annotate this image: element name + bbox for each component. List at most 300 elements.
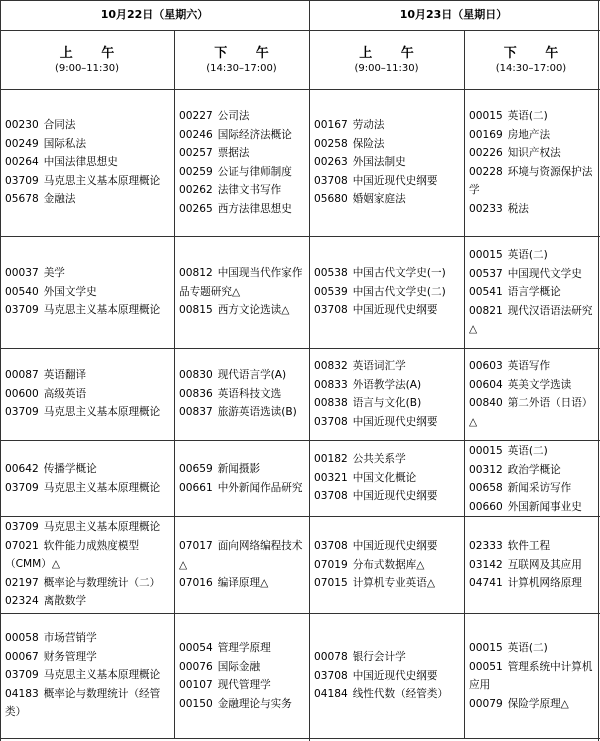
course-name: 马克思主义基本原理概论 [43, 521, 161, 533]
course-code: 07016 [179, 577, 213, 589]
course-item [314, 537, 460, 556]
schedule-cell [464, 89, 598, 236]
course-item [469, 442, 594, 461]
table-border-right [598, 0, 599, 741]
course-item [179, 676, 305, 695]
course-item [179, 695, 305, 714]
course-name: 管理系统中计算机应用 [469, 660, 593, 691]
course-name: 国际经济法概论 [217, 128, 292, 141]
course-name: 中国近现代史纲要 [352, 490, 438, 502]
course-item [314, 413, 460, 432]
course-name: 美学 [43, 267, 65, 279]
course-code: 00603 [469, 360, 503, 372]
course-name: 英语(二) [507, 110, 548, 122]
schedule-cell [0, 89, 174, 236]
course-name: 财务管理学 [43, 650, 97, 663]
course-item [5, 283, 170, 302]
course-list [179, 107, 305, 218]
course-code: 00312 [469, 463, 503, 476]
course-code: 00076 [179, 660, 213, 673]
course-name: 西方文论选读△ [217, 304, 290, 316]
course-item [5, 301, 170, 320]
course-code: 00538 [314, 267, 348, 279]
course-name: 高级英语 [43, 387, 87, 400]
course-name: 现代汉语语法研究△ [469, 304, 593, 335]
course-name: 马克思主义基本原理概论 [43, 304, 161, 316]
course-code: 00233 [469, 202, 503, 215]
course-name: 税法 [507, 202, 529, 215]
course-code: 00054 [179, 642, 213, 654]
course-list [179, 264, 305, 320]
course-item [5, 518, 170, 537]
course-name: 中国现代文学史 [507, 267, 582, 280]
course-item [179, 200, 305, 219]
session-time: (14:30–17:00) [206, 63, 277, 74]
course-name: 中国古代文学史(二) [352, 285, 446, 298]
course-item [179, 574, 305, 593]
session-label: 下 午 [214, 46, 281, 61]
session-time: (9:00–11:30) [54, 63, 120, 74]
course-code: 07015 [314, 577, 348, 589]
course-name: 软件工程 [507, 540, 551, 552]
course-item [5, 648, 170, 667]
course-item [314, 301, 460, 320]
course-name: 英语翻译 [43, 369, 87, 381]
course-code: 03708 [314, 490, 348, 502]
course-item [179, 639, 305, 658]
course-name: 中外新闻作品研究 [217, 481, 303, 494]
course-list [469, 442, 594, 516]
course-code: 00833 [314, 378, 348, 391]
schedule-cell [0, 613, 174, 738]
course-item [469, 357, 594, 376]
course-item [314, 487, 460, 506]
session-label: 下 午 [503, 46, 571, 61]
course-item [469, 163, 594, 200]
course-name: 传播学概论 [43, 463, 97, 475]
course-name: 第二外语（日语）△ [469, 397, 593, 428]
session-header [0, 30, 174, 89]
course-code: 00259 [179, 165, 213, 178]
course-name: 国际金融 [217, 660, 261, 673]
schedule-cell [309, 440, 464, 516]
course-name: 英语(二) [507, 249, 548, 261]
course-item [5, 666, 170, 685]
course-name: 中国古代文学史(一) [352, 267, 446, 279]
course-list [5, 460, 170, 497]
course-code: 00258 [314, 137, 348, 150]
course-item [314, 283, 460, 302]
course-code: 00249 [5, 137, 39, 150]
course-name: 语言与文化(B) [352, 397, 422, 409]
course-code: 00661 [179, 481, 213, 494]
course-item [5, 116, 170, 135]
course-name: 现代语言学(A) [217, 369, 287, 381]
schedule-cell [0, 516, 174, 613]
course-item [469, 574, 594, 593]
schedule-cell [464, 516, 598, 613]
course-item [5, 190, 170, 209]
course-code: 00015 [469, 445, 503, 457]
course-list [5, 366, 170, 422]
course-code: 00642 [5, 463, 39, 475]
course-name: 线性代数（经管类） [352, 688, 449, 700]
course-item [5, 403, 170, 422]
course-code: 03709 [5, 304, 39, 316]
course-code: 04183 [5, 687, 39, 700]
course-item [314, 190, 460, 209]
schedule-cell [309, 89, 464, 236]
course-list [314, 116, 460, 209]
course-item [469, 556, 594, 575]
course-item [5, 264, 170, 283]
course-name: 马克思主义基本原理概论 [43, 481, 161, 494]
session-time: (14:30–17:00) [495, 63, 567, 74]
session-time: (9:00–11:30) [354, 63, 419, 74]
course-code: 00087 [5, 369, 39, 381]
course-list [5, 629, 170, 722]
course-code: 05680 [314, 193, 348, 205]
schedule-cell [0, 440, 174, 516]
course-code: 00321 [314, 471, 348, 484]
course-item [179, 126, 305, 145]
course-code: 00150 [179, 697, 213, 710]
course-item [179, 144, 305, 163]
course-code: 00015 [469, 249, 503, 261]
course-name: 房地产法 [507, 128, 551, 141]
course-list [5, 116, 170, 209]
course-list [5, 264, 170, 320]
course-name: 外语教学法(A) [352, 378, 422, 391]
course-name: 面向网络编程技术△ [179, 540, 303, 571]
course-name: 现代管理学 [217, 679, 271, 691]
course-code: 00015 [469, 110, 503, 122]
course-name: 分布式数据库△ [352, 558, 425, 571]
course-item [5, 685, 170, 722]
course-code: 00604 [469, 378, 503, 391]
course-code: 00263 [314, 156, 348, 168]
course-item [179, 107, 305, 126]
course-item [5, 537, 170, 574]
course-name: 合同法 [43, 119, 76, 131]
course-item [5, 172, 170, 191]
course-list [314, 357, 460, 431]
course-item [5, 479, 170, 498]
course-list [179, 537, 305, 593]
course-name: 市场营销学 [43, 632, 97, 644]
course-list [179, 366, 305, 422]
course-name: 计算机网络原理 [507, 577, 582, 589]
course-name: 英语写作 [507, 360, 551, 372]
course-item [314, 357, 460, 376]
course-item [179, 163, 305, 182]
course-name: 中国近现代史纲要 [352, 174, 438, 187]
course-item [179, 385, 305, 404]
course-name: 中国近现代史纲要 [352, 415, 438, 428]
course-list [469, 107, 594, 218]
course-code: 03709 [5, 481, 39, 494]
course-code: 00541 [469, 286, 503, 298]
course-code: 04184 [314, 688, 348, 700]
schedule-cell [309, 613, 464, 738]
course-name: 公证与律师制度 [217, 165, 292, 178]
course-code: 00230 [5, 119, 39, 131]
course-code: 03708 [314, 415, 348, 428]
course-item [314, 450, 460, 469]
course-item [179, 658, 305, 677]
course-name: 管理学原理 [217, 642, 271, 654]
course-code: 07017 [179, 540, 213, 552]
course-code: 03709 [5, 669, 39, 681]
course-name: 马克思主义基本原理概论 [43, 669, 161, 681]
course-list [469, 537, 594, 593]
course-code: 00058 [5, 632, 39, 644]
schedule-cell [464, 348, 598, 440]
course-code: 00815 [179, 304, 213, 316]
session-header [309, 30, 464, 89]
course-item [179, 403, 305, 422]
course-name: 新闻采访写作 [507, 482, 572, 494]
schedule-cell [174, 89, 309, 236]
course-item [469, 283, 594, 302]
course-item [469, 479, 594, 498]
course-name: 政治学概论 [507, 463, 561, 476]
course-name: 英语科技文选 [217, 387, 282, 400]
course-name: 劳动法 [352, 119, 385, 131]
course-name: 语言学概论 [507, 286, 561, 298]
course-code: 00227 [179, 110, 213, 122]
course-code: 00107 [179, 679, 213, 691]
course-code: 03708 [314, 540, 348, 552]
course-item [179, 301, 305, 320]
course-code: 00079 [469, 697, 503, 710]
course-code: 02324 [5, 595, 39, 607]
schedule-cell [0, 348, 174, 440]
course-code: 00078 [314, 651, 348, 663]
course-code: 04741 [469, 577, 503, 589]
course-item [469, 658, 594, 695]
schedule-cell [174, 613, 309, 738]
course-name: 西方法律思想史 [217, 202, 292, 215]
session-label: 上 午 [59, 46, 127, 61]
course-code: 00228 [469, 165, 503, 178]
course-item [179, 460, 305, 479]
course-code: 05678 [5, 193, 39, 205]
course-code: 00660 [469, 500, 503, 513]
course-name: 软件能力成熟度模型（CMM）△ [5, 539, 140, 570]
course-item [469, 376, 594, 395]
course-name: 环境与资源保护法学 [469, 165, 593, 196]
course-name: 金融法 [43, 193, 76, 205]
date-header-oct23: 10月23日（星期日） [399, 8, 508, 21]
course-code: 00264 [5, 156, 39, 168]
schedule-cell [309, 516, 464, 613]
course-item [314, 469, 460, 488]
course-name: 概率论与数理统计（二） [43, 576, 161, 589]
course-name: 英语(二) [507, 642, 548, 654]
course-code: 00658 [469, 482, 503, 494]
course-item [469, 246, 594, 265]
course-name: 新闻摄影 [217, 463, 261, 475]
course-name: 英语(二) [507, 445, 548, 457]
course-name: 公共关系学 [352, 453, 406, 465]
course-list [314, 264, 460, 320]
course-code: 00540 [5, 285, 39, 298]
course-code: 00830 [179, 369, 213, 381]
course-list [314, 648, 460, 704]
course-code: 00067 [5, 650, 39, 663]
schedule-cell [174, 440, 309, 516]
course-item [469, 537, 594, 556]
course-name: 英语词汇学 [352, 360, 406, 372]
course-code: 00167 [314, 119, 348, 131]
course-code: 00257 [179, 147, 213, 159]
course-code: 00265 [179, 202, 213, 215]
course-item [314, 264, 460, 283]
course-item [314, 556, 460, 575]
session-header [464, 30, 598, 89]
course-name: 马克思主义基本原理概论 [43, 174, 161, 187]
course-name: 保险法 [352, 137, 385, 150]
course-name: 互联网及其应用 [507, 558, 582, 571]
course-item [314, 394, 460, 413]
course-item [469, 498, 594, 517]
course-item [5, 592, 170, 611]
schedule-cell [309, 348, 464, 440]
course-item [5, 629, 170, 648]
session-header [174, 30, 309, 89]
course-code: 02333 [469, 540, 503, 552]
course-code: 00537 [469, 267, 503, 280]
course-code: 00051 [469, 660, 503, 673]
course-item [469, 265, 594, 284]
course-code: 03708 [314, 304, 348, 316]
course-list [469, 246, 594, 339]
schedule-cell [174, 236, 309, 348]
course-code: 00037 [5, 267, 39, 279]
course-item [469, 126, 594, 145]
course-item [5, 385, 170, 404]
course-name: 英美文学选读 [507, 378, 572, 391]
course-name: 中国近现代史纲要 [352, 540, 438, 552]
course-list [469, 357, 594, 431]
course-code: 03709 [5, 174, 39, 187]
schedule-cell [464, 236, 598, 348]
course-item [469, 200, 594, 219]
course-code: 07019 [314, 558, 348, 571]
course-list [314, 450, 460, 506]
course-name: 编译原理△ [217, 577, 269, 589]
course-code: 00659 [179, 463, 213, 475]
course-name: 中国近现代史纲要 [352, 669, 438, 682]
course-item [314, 648, 460, 667]
course-code: 00840 [469, 397, 503, 409]
course-code: 00226 [469, 147, 503, 159]
course-code: 00015 [469, 642, 503, 654]
course-code: 00812 [179, 267, 213, 279]
course-code: 00246 [179, 128, 213, 141]
course-list [179, 460, 305, 497]
course-item [179, 537, 305, 574]
course-item [179, 366, 305, 385]
course-name: 外国法制史 [352, 156, 406, 168]
course-code: 00600 [5, 387, 39, 400]
course-item [5, 366, 170, 385]
course-code: 00836 [179, 387, 213, 400]
schedule-cell [0, 236, 174, 348]
course-item [469, 302, 594, 339]
schedule-cell [464, 440, 598, 516]
course-name: 知识产权法 [507, 147, 561, 159]
course-code: 00169 [469, 128, 503, 141]
table-border-bottom [0, 738, 600, 739]
course-item [5, 135, 170, 154]
course-item [469, 144, 594, 163]
course-name: 法律文书写作 [217, 184, 282, 196]
course-name: 中国法律思想史 [43, 156, 118, 168]
course-item [314, 116, 460, 135]
course-list [5, 518, 170, 611]
course-name: 计算机专业英语△ [352, 577, 436, 589]
course-code: 03708 [314, 174, 348, 187]
course-item [5, 574, 170, 593]
course-name: 马克思主义基本原理概论 [43, 406, 161, 418]
course-item [5, 460, 170, 479]
session-label: 上 午 [359, 46, 426, 61]
course-code: 00821 [469, 304, 503, 317]
course-code: 00262 [179, 184, 213, 196]
course-name: 中国文化概论 [352, 471, 417, 484]
course-item [469, 461, 594, 480]
course-item [314, 172, 460, 191]
course-code: 07021 [5, 539, 39, 552]
course-item [469, 639, 594, 658]
course-code: 00837 [179, 406, 213, 418]
course-name: 离散数学 [43, 595, 87, 607]
course-list [179, 639, 305, 713]
course-item [314, 685, 460, 704]
course-name: 中国现当代作家作品专题研究△ [179, 267, 303, 298]
schedule-cell [309, 236, 464, 348]
schedule-cell [174, 516, 309, 613]
course-code: 03142 [469, 558, 503, 571]
schedule-cell [174, 348, 309, 440]
course-name: 旅游英语选读(B) [217, 406, 297, 418]
course-item [469, 107, 594, 126]
course-list [314, 537, 460, 593]
course-code: 00832 [314, 360, 348, 372]
course-name: 票据法 [217, 147, 250, 159]
course-item [314, 574, 460, 593]
course-code: 03709 [5, 406, 39, 418]
course-item [314, 376, 460, 395]
course-code: 03709 [5, 521, 39, 533]
course-name: 国际私法 [43, 137, 87, 150]
schedule-cell [464, 613, 598, 738]
course-code: 00539 [314, 285, 348, 298]
course-item [314, 135, 460, 154]
course-item [179, 479, 305, 498]
course-code: 00838 [314, 397, 348, 409]
course-code: 02197 [5, 576, 39, 589]
course-item [179, 264, 305, 301]
course-item [469, 394, 594, 431]
course-code: 03708 [314, 669, 348, 682]
course-item [469, 695, 594, 714]
course-name: 保险学原理△ [507, 697, 569, 710]
date-header-oct22: 10月22日（星期六） [100, 8, 209, 21]
course-name: 婚姻家庭法 [352, 193, 406, 205]
